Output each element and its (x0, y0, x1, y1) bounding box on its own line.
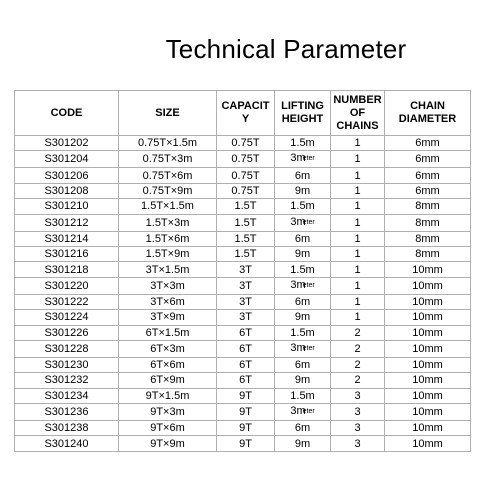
table-row (15, 277, 471, 294)
table-row (15, 388, 471, 403)
cell-size: 3T×6m (119, 294, 217, 309)
cell-lifting-height (275, 373, 331, 388)
cell-code: S301210 (15, 199, 119, 214)
table-row (15, 136, 471, 151)
table-row (15, 231, 471, 246)
lifting-height-value: 3m (290, 215, 306, 228)
lifting-height-unit-fragment: eter (302, 155, 315, 163)
header-number-of-chains: NUMBER OF CHAINS (331, 91, 385, 136)
cell-capacity: 9T (217, 436, 275, 451)
cell-capacity: 3T (217, 262, 275, 277)
cell-chain-diameter: 10mm (385, 340, 471, 357)
header-lifting-height: LIFTING HEIGHT (275, 91, 331, 136)
table-body (15, 136, 471, 452)
lifting-height-value: 1.5m (290, 200, 315, 213)
cell-chain-diameter: 10mm (385, 262, 471, 277)
cell-chain-diameter: 10mm (385, 388, 471, 403)
cell-size: 1.5T×3m (119, 214, 217, 231)
cell-lifting-height (275, 183, 331, 198)
lifting-height-value: 6m (294, 232, 311, 245)
cell-number-of-chains: 1 (331, 136, 385, 151)
cell-code: S301236 (15, 404, 119, 421)
cell-code: S301216 (15, 246, 119, 261)
cell-number-of-chains: 1 (331, 151, 385, 168)
cell-lifting-height (275, 294, 331, 309)
header-capacity: CAPACIT Y (217, 91, 275, 136)
lifting-height-value: 9m (294, 311, 311, 324)
cell-capacity: 9T (217, 388, 275, 403)
cell-capacity: 0.75T (217, 183, 275, 198)
cell-lifting-height (275, 421, 331, 436)
cell-number-of-chains: 1 (331, 246, 385, 261)
cell-lifting-height (275, 325, 331, 340)
lifting-height-unit-fragment: eter (302, 218, 315, 226)
lifting-height-value: 3m (290, 341, 306, 354)
table-row (15, 310, 471, 325)
cell-number-of-chains: 1 (331, 294, 385, 309)
cell-code: S301212 (15, 214, 119, 231)
cell-code: S301204 (15, 151, 119, 168)
cell-number-of-chains: 1 (331, 214, 385, 231)
cell-lifting-height (275, 357, 331, 372)
cell-capacity: 0.75T (217, 151, 275, 168)
lifting-height-value: 6m (294, 359, 311, 372)
cell-capacity: 1.5T (217, 214, 275, 231)
header-size: SIZE (119, 91, 217, 136)
cell-code: S301240 (15, 436, 119, 451)
cell-lifting-height (275, 214, 331, 231)
cell-code: S301214 (15, 231, 119, 246)
cell-chain-diameter: 10mm (385, 373, 471, 388)
cell-number-of-chains: 1 (331, 183, 385, 198)
cell-number-of-chains: 3 (331, 421, 385, 436)
table-row (15, 325, 471, 340)
cell-size: 0.75T×3m (119, 151, 217, 168)
cell-capacity: 6T (217, 357, 275, 372)
cell-code: S301224 (15, 310, 119, 325)
lifting-height-unit-fragment: eter (302, 281, 315, 289)
table-row (15, 262, 471, 277)
cell-size: 1.5T×6m (119, 231, 217, 246)
cell-code: S301228 (15, 340, 119, 357)
cell-capacity: 9T (217, 421, 275, 436)
cell-size: 6T×9m (119, 373, 217, 388)
cell-size: 6T×3m (119, 340, 217, 357)
cell-chain-diameter: 6mm (385, 168, 471, 183)
cell-size: 3T×9m (119, 310, 217, 325)
cell-size: 0.75T×9m (119, 183, 217, 198)
lifting-height-value: 1.5m (290, 263, 315, 276)
lifting-height-unit-fragment: eter (302, 408, 315, 416)
table-row (15, 373, 471, 388)
cell-chain-diameter: 10mm (385, 277, 471, 294)
cell-lifting-height (275, 262, 331, 277)
cell-chain-diameter: 8mm (385, 231, 471, 246)
cell-number-of-chains: 1 (331, 168, 385, 183)
cell-size: 3T×1.5m (119, 262, 217, 277)
table-row (15, 214, 471, 231)
cell-capacity: 3T (217, 294, 275, 309)
cell-size: 9T×6m (119, 421, 217, 436)
cell-code: S301220 (15, 277, 119, 294)
cell-size: 0.75T×1.5m (119, 136, 217, 151)
lifting-height-value: 1.5m (290, 326, 315, 339)
lifting-height-value: 6m (294, 169, 311, 182)
cell-number-of-chains: 3 (331, 388, 385, 403)
cell-code: S301218 (15, 262, 119, 277)
cell-number-of-chains: 1 (331, 310, 385, 325)
cell-size: 1.5T×1.5m (119, 199, 217, 214)
cell-code: S301234 (15, 388, 119, 403)
cell-chain-diameter: 10mm (385, 436, 471, 451)
cell-number-of-chains: 2 (331, 357, 385, 372)
cell-lifting-height (275, 404, 331, 421)
cell-number-of-chains: 1 (331, 231, 385, 246)
cell-chain-diameter: 10mm (385, 294, 471, 309)
cell-lifting-height (275, 231, 331, 246)
cell-lifting-height (275, 246, 331, 261)
cell-capacity: 0.75T (217, 136, 275, 151)
table-row (15, 183, 471, 198)
cell-chain-diameter: 6mm (385, 183, 471, 198)
cell-number-of-chains: 1 (331, 199, 385, 214)
cell-lifting-height (275, 340, 331, 357)
cell-lifting-height (275, 199, 331, 214)
cell-capacity: 1.5T (217, 199, 275, 214)
cell-chain-diameter: 8mm (385, 214, 471, 231)
cell-chain-diameter: 6mm (385, 151, 471, 168)
table-row (15, 294, 471, 309)
cell-code: S301230 (15, 357, 119, 372)
cell-capacity: 6T (217, 340, 275, 357)
lifting-height-value: 3m (290, 278, 306, 291)
cell-number-of-chains: 2 (331, 340, 385, 357)
cell-code: S301202 (15, 136, 119, 151)
cell-capacity: 6T (217, 373, 275, 388)
cell-chain-diameter: 10mm (385, 357, 471, 372)
lifting-height-value: 1.5m (290, 389, 315, 402)
cell-lifting-height (275, 277, 331, 294)
lifting-height-value: 3m (290, 152, 306, 165)
cell-capacity: 3T (217, 310, 275, 325)
table-row (15, 151, 471, 168)
cell-number-of-chains: 1 (331, 277, 385, 294)
cell-chain-diameter: 10mm (385, 325, 471, 340)
table-row (15, 340, 471, 357)
cell-capacity: 0.75T (217, 168, 275, 183)
lifting-height-value: 1.5m (290, 137, 315, 150)
lifting-height-value: 9m (294, 184, 311, 197)
cell-lifting-height (275, 168, 331, 183)
cell-capacity: 3T (217, 277, 275, 294)
cell-chain-diameter: 10mm (385, 421, 471, 436)
cell-size: 0.75T×6m (119, 168, 217, 183)
cell-code: S301206 (15, 168, 119, 183)
cell-size: 9T×1.5m (119, 388, 217, 403)
cell-capacity: 6T (217, 325, 275, 340)
cell-code: S301208 (15, 183, 119, 198)
header-code: CODE (15, 91, 119, 136)
cell-lifting-height (275, 310, 331, 325)
table-row (15, 246, 471, 261)
table-header-row (15, 91, 471, 136)
cell-chain-diameter: 6mm (385, 136, 471, 151)
cell-code: S301222 (15, 294, 119, 309)
cell-size: 9T×9m (119, 436, 217, 451)
cell-number-of-chains: 3 (331, 436, 385, 451)
cell-capacity: 1.5T (217, 231, 275, 246)
table-row (15, 436, 471, 451)
table-row (15, 421, 471, 436)
cell-size: 3T×3m (119, 277, 217, 294)
cell-size: 6T×6m (119, 357, 217, 372)
lifting-height-value: 9m (294, 437, 311, 450)
header-chain-diameter: CHAIN DIAMETER (385, 91, 471, 136)
cell-number-of-chains: 2 (331, 373, 385, 388)
cell-size: 1.5T×9m (119, 246, 217, 261)
table-row (15, 404, 471, 421)
cell-chain-diameter: 8mm (385, 246, 471, 261)
cell-code: S301238 (15, 421, 119, 436)
table-row (15, 199, 471, 214)
cell-number-of-chains: 2 (331, 325, 385, 340)
cell-code: S301226 (15, 325, 119, 340)
table-row (15, 168, 471, 183)
cell-number-of-chains: 1 (331, 262, 385, 277)
cell-chain-diameter: 10mm (385, 310, 471, 325)
cell-lifting-height (275, 388, 331, 403)
table-row (15, 357, 471, 372)
lifting-height-value: 9m (294, 248, 311, 261)
technical-parameter-table (14, 90, 471, 452)
lifting-height-value: 6m (294, 422, 311, 435)
cell-chain-diameter: 8mm (385, 199, 471, 214)
cell-chain-diameter: 10mm (385, 404, 471, 421)
lifting-height-value: 6m (294, 295, 311, 308)
cell-size: 6T×1.5m (119, 325, 217, 340)
cell-lifting-height (275, 151, 331, 168)
lifting-height-value: 3m (290, 405, 306, 418)
lifting-height-value: 9m (294, 374, 311, 387)
cell-number-of-chains: 3 (331, 404, 385, 421)
lifting-height-unit-fragment: eter (302, 344, 315, 352)
cell-size: 9T×3m (119, 404, 217, 421)
cell-capacity: 1.5T (217, 246, 275, 261)
cell-capacity: 9T (217, 404, 275, 421)
cell-lifting-height (275, 436, 331, 451)
cell-code: S301232 (15, 373, 119, 388)
cell-lifting-height (275, 136, 331, 151)
page-title: Technical Parameter (165, 34, 407, 64)
